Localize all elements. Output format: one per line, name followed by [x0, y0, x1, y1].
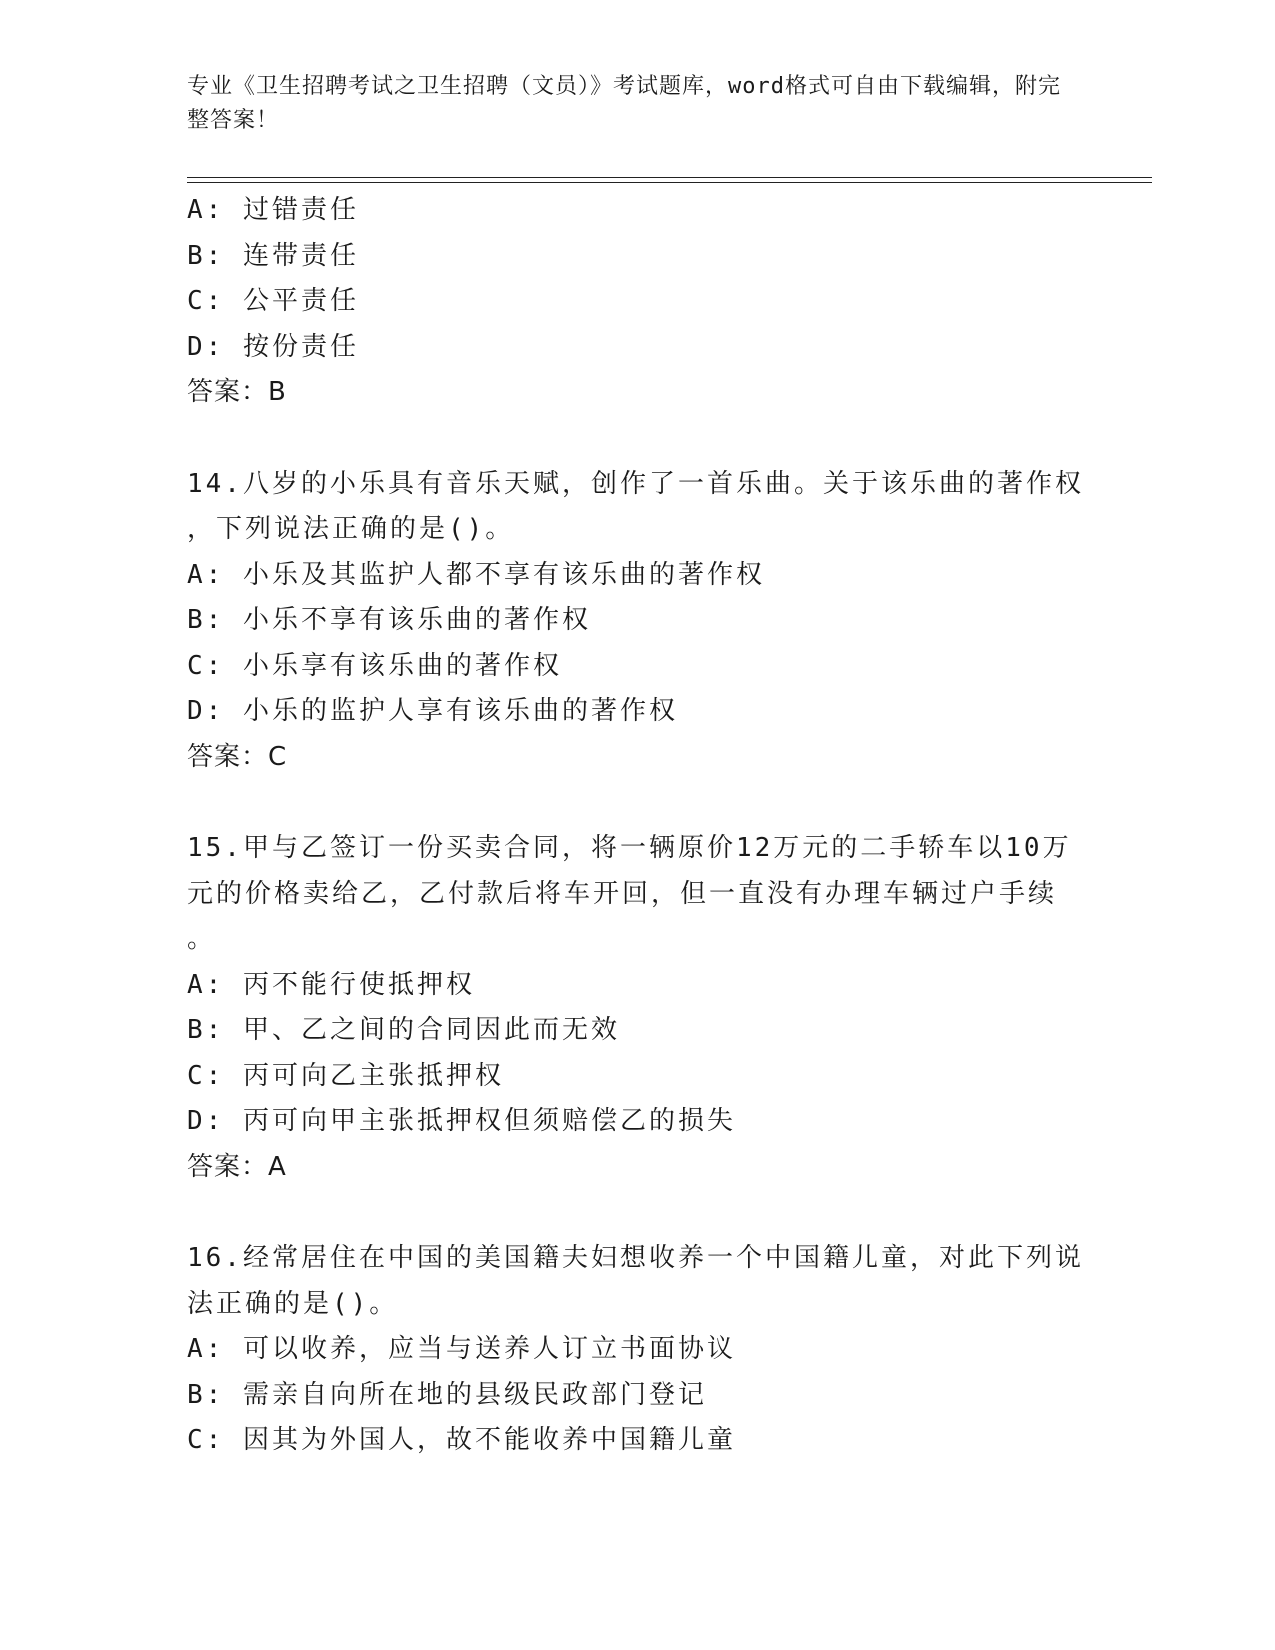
option-b: B: 需亲自向所在地的县级民政部门登记	[187, 1379, 707, 1410]
option-d: D: 丙可向甲主张抵押权但须赔偿乙的损失	[187, 1106, 736, 1136]
question-stem-line: 16.经常居住在中国的美国籍夫妇想收养一个中国籍儿童，对此下列说	[187, 1243, 1084, 1273]
question-stem-line: 元的价格卖给乙，乙付款后将车开回，但一直没有办理车辆过户手续	[187, 878, 1058, 909]
question-stem-line: 14.八岁的小乐具有音乐天赋，创作了一首乐曲。关于该乐曲的著作权	[187, 468, 1084, 499]
answer-line: 答案：B	[187, 377, 287, 407]
option-c: C: 丙可向乙主张抵押权	[187, 1060, 504, 1091]
option-c: C: 小乐享有该乐曲的著作权	[187, 650, 562, 681]
question-stem-line: 15.甲与乙签订一份买卖合同，将一辆原价12万元的二手轿车以10万	[187, 833, 1072, 863]
question-stem-line: ，下列说法正确的是()。	[187, 514, 515, 544]
question-13	[187, 188, 1067, 416]
option-b: B: 连带责任	[187, 240, 359, 271]
question-stem-line: 。	[187, 924, 217, 954]
option-a: A: 可以收养，应当与送养人订立书面协议	[187, 1334, 736, 1364]
spacer	[187, 780, 1067, 826]
spacer	[187, 416, 1067, 462]
option-a: A: 丙不能行使抵押权	[187, 969, 475, 1000]
option-b: B: 甲、乙之间的合同因此而无效	[187, 1015, 620, 1045]
question-stem-line: 法正确的是()。	[187, 1288, 399, 1319]
question-15	[187, 826, 1072, 1190]
answer-line: 答案：A	[187, 1151, 287, 1182]
option-c: C: 公平责任	[187, 286, 359, 316]
header-divider-top	[187, 177, 1152, 178]
header-divider-bottom	[187, 182, 1152, 183]
header-intro-text: 专业《卫生招聘考试之卫生招聘（文员）》考试题库，word格式可自由下载编辑，附完整答案！	[187, 74, 1061, 133]
option-a: A: 小乐及其监护人都不享有该乐曲的著作权	[187, 559, 765, 590]
question-16	[187, 1236, 1084, 1464]
answer-line: 答案：C	[187, 741, 288, 772]
option-d: D: 小乐的监护人享有该乐曲的著作权	[187, 696, 678, 726]
option-c: C: 因其为外国人，故不能收养中国籍儿童	[187, 1425, 736, 1455]
option-b: B: 小乐不享有该乐曲的著作权	[187, 605, 591, 635]
spacer	[187, 1190, 1067, 1236]
question-list	[187, 188, 1084, 1464]
question-14	[187, 462, 1084, 781]
document-header	[187, 70, 1067, 138]
option-d: D: 按份责任	[187, 331, 359, 362]
option-a: A: 过错责任	[187, 195, 359, 225]
